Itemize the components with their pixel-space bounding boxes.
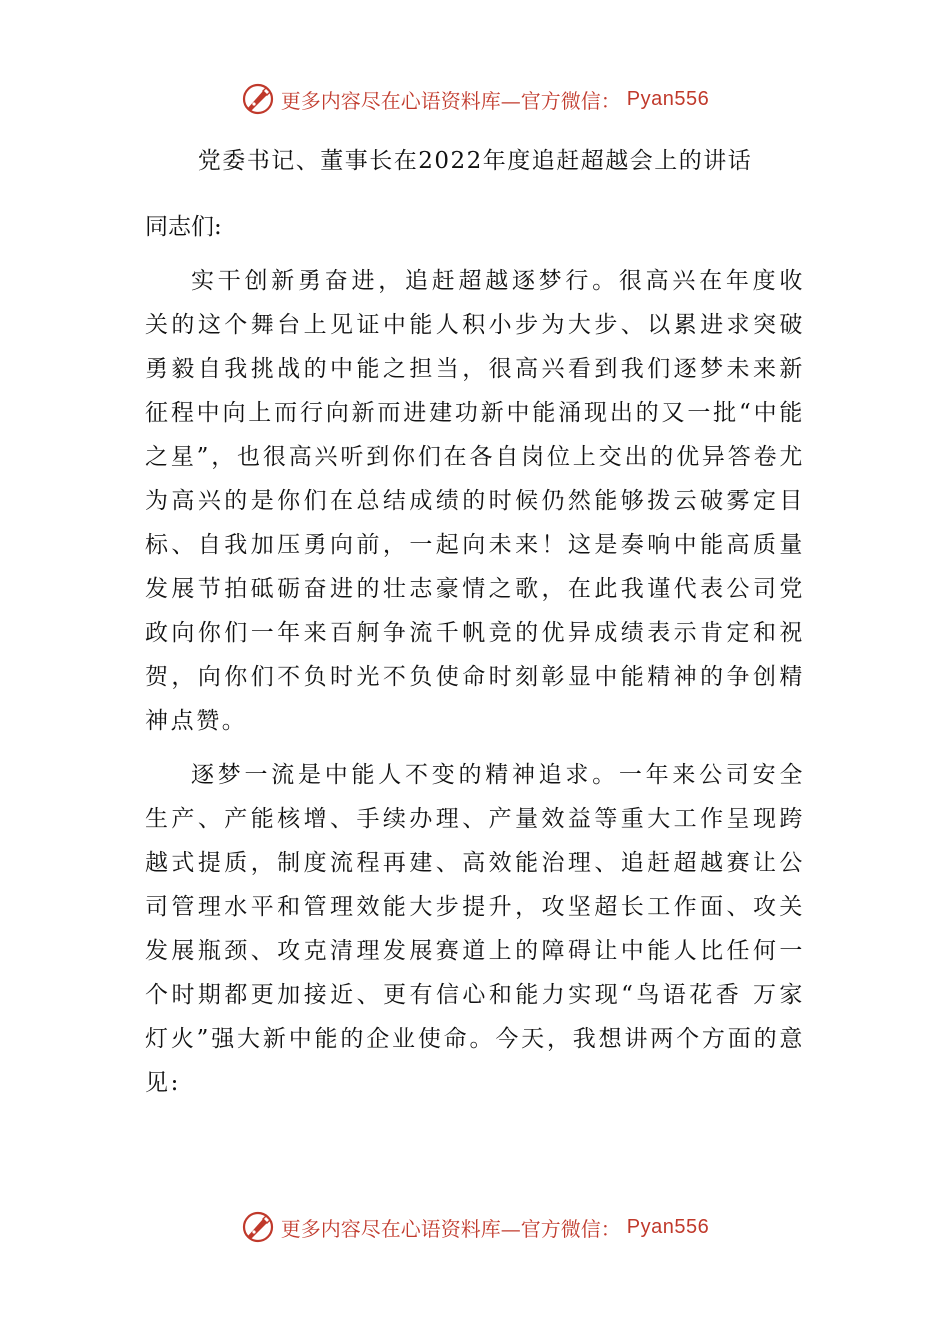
paragraph-1: 实干创新勇奋进，追赶超越逐梦行。很高兴在年度收关的这个舞台上见证中能人积小步为大步、以累进求突破勇毅自我挑战的中能之担当，很高兴看到我们逐梦未来新征程中向上而行向新而进建功新中能涌现出的又一批“中能之星”，也很高兴听到你们在各自岗位上交出的优异答卷尤为高兴的是你们在总结成绩的时候仍然能够拨云破雾定目标、自我加压勇向前，一起向未来！这是奏响中能高质量发展节拍砥砺奋进的壮志豪情之歌，在此我谨代表公司党政向你们一年来百舸争流千帆竞的优异成绩表示肯定和祝贺，向你们不负时光不负使命时刻彰显中能精神的争创精神点赞。: [145, 268, 805, 734]
pen-nib-logo-icon: [241, 1210, 275, 1244]
watermark-text: 更多内容尽在心语资料库—官方微信：: [280, 88, 621, 113]
salutation: 同志们:: [145, 214, 222, 240]
watermark-text: 更多内容尽在心语资料库—官方微信：: [280, 1216, 621, 1241]
watermark-wechat-id: Pyan556: [626, 87, 710, 110]
paragraph-2: 逐梦一流是中能人不变的精神追求。一年来公司安全生产、产能核增、手续办理、产量效益等重大工作呈现跨越式提质，制度流程再建、高效能治理、追赶超越赛让公司管理水平和管理效能大步提升，攻坚超长工作面、攻关发展瓶颈、攻克清理发展赛道上的障碍让中能人比任何一个时期都更加接近、更有信心和能力实现“鸟语花香 万家灯火”强大新中能的企业使命。今天，我想讲两个方面的意见:: [145, 762, 805, 1096]
document-title: 党委书记、董事长在2022年度追赶超越会上的讲话: [197, 148, 753, 174]
pen-nib-logo-icon: [241, 82, 275, 116]
watermark-wechat-id: Pyan556: [626, 1215, 710, 1238]
watermark-footer: [0, 1210, 950, 1244]
watermark-header: [0, 82, 950, 116]
